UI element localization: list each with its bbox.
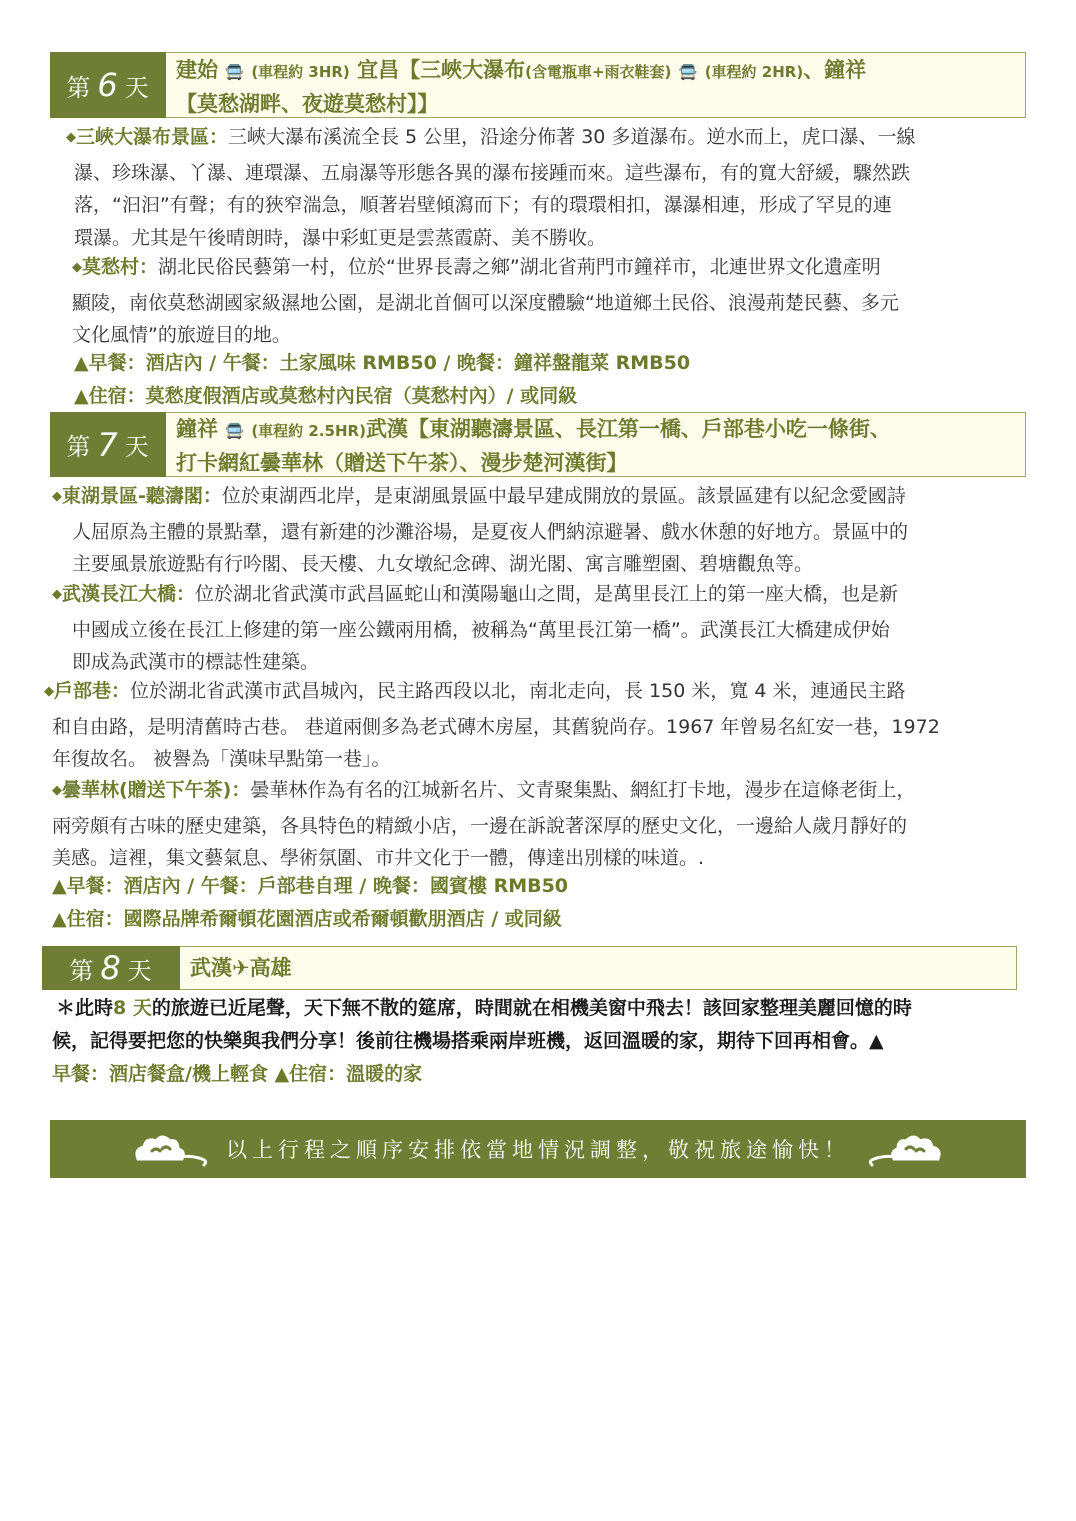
day6-paragraph-waterfall: ◆三峽大瀑布景區：三峽大瀑布溪流全長 5 公里，沿途分佈著 30 多道瀑布。逆水而上，虎口瀑、一線 瀑、珍珠瀑、丫瀑、連環瀑、五扇瀑等形態各異的瀑布接踵而來。這些瀑布，有的寬大舒緩，驟然跌 落，“汩汩”有聲；有的狹窄湍急，順著岩壁傾瀉而下；有的環環相扣，瀑瀑相連，形成了罕見的連 環瀑。尤其是午後晴朗時，瀑中彩虹更是雲蒸霞蔚、美不勝收。: [66, 126, 916, 249]
day7-paragraph-bridge: ◆武漢長江大橋：位於湖北省武漢市武昌區蛇山和漢陽龜山之間，是萬里長江上的第一座大橋，也是新 中國成立後在長江上修建的第一座公鐵兩用橋，被稱為“萬里長江第一橋”。武漢長江大橋建成伊始 即成為武漢市的標誌性建築。: [52, 583, 899, 674]
footer-banner: [50, 1120, 1026, 1178]
day7-title: 鐘祥 🚍 (車程約 2.5HR)武漢【東湖聽濤景區、長江第一橋、戶部巷小吃一條街、 打卡網紅曇華林（贈送下午茶）、漫步楚河漢街】: [166, 412, 1026, 477]
day6-meal: ▲早餐：酒店內 / 午餐：土家風味 RMB50 / 晚餐：鐘祥盤龍菜 RMB50: [74, 352, 691, 374]
bus-icon: 🚍: [678, 63, 698, 81]
day7-paragraph-donghu: ◆東湖景區-聽濤閣：位於東湖西北岸，是東湖風景區中最早建成開放的景區。該景區建有以紀念愛國詩 人屈原為主體的景點羣，還有新建的沙灘浴場，是夏夜人們納涼避暑、戲水休憩的好地方。景區中的 主要風景旅遊點有行吟閣、長天樓、九女墩紀念碑、湖光閣、寓言雕塑園、碧塘觀魚等。: [52, 485, 909, 576]
day8-title: 武漢✈高雄: [180, 946, 1017, 990]
airplane-icon: ✈: [232, 956, 250, 980]
bullet-icon: ◆: [66, 130, 76, 145]
day7-meal: ▲早餐：酒店內 / 午餐：戶部巷自理 / 晚餐：國賓樓 RMB50: [52, 875, 569, 897]
day7-label: 第 7 天: [50, 412, 166, 477]
bullet-icon: ◆: [52, 783, 62, 798]
day6-hotel: ▲住宿：莫愁度假酒店或莫愁村內民宿（莫愁村內）/ 或同級: [74, 385, 578, 407]
day7-hotel: ▲住宿：國際品牌希爾頓花園酒店或希爾頓歡朋酒店 / 或同級: [52, 908, 562, 930]
day8-label: 第 8 天: [42, 946, 180, 990]
day7-paragraph-tanhualin: ◆曇華林(贈送下午茶)：曇華林作為有名的江城新名片、文青聚集點、網紅打卡地，漫步在這條老街上， 兩旁頗有古味的歷史建築，各具特色的精緻小店，一邊在訴說著深厚的歷史文化，一邊給人歲月靜好的 美感。這裡，集文藝氣息、學術氛圍、市井文化于一體，傳達出別樣的味道。.: [52, 779, 916, 870]
day6-title: 建始 🚍 (車程約 3HR) 宜昌【三峽大瀑布(含電瓶車+雨衣鞋套) 🚍 (車程約 2HR)、鐘祥 【莫愁湖畔、夜遊莫愁村】】: [166, 52, 1026, 118]
day8-text: ＊此時8 天的旅遊已近尾聲，天下無不散的筵席，時間就在相機美窗中飛去！該回家整理美麗回憶的時 候，記得要把您的快樂與我們分享！後前往機場搭乘兩岸班機，返回溫暖的家，期待下回再相會。▲ 早餐：酒店餐盒/機上輕食 ▲住宿：溫暖的家: [52, 997, 912, 1085]
bullet-icon: ◆: [44, 684, 54, 699]
day8-header: [42, 946, 1017, 990]
bullet-icon: ◆: [52, 489, 62, 504]
day6-paragraph-mochou: ◆莫愁村：湖北民俗民藝第一村，位於“世界長壽之鄉”湖北省荊門市鐘祥市，北連世界文化遺產明 顯陵，南依莫愁湖國家級濕地公園，是湖北首個可以深度體驗“地道鄉土民俗、浪漫荊楚民藝、多元 文化風情”的旅遊目的地。: [72, 256, 899, 347]
banner-text: 以上行程之順序安排依當地情況調整，敬祝旅途愉快！: [226, 1138, 850, 1162]
day7-paragraph-hubu: ◆戶部巷：位於湖北省武漢市武昌城內，民主路西段以北，南北走向，長 150 米，寬 4 米，連通民主路 和自由路，是明清舊時古巷。 巷道兩側多為老式磚木房屋，其舊貌尚存。1967 年曾易名紅安一巷，1972 年復故名。 被譽為「漢味早點第一巷」。: [44, 680, 940, 771]
bullet-icon: ◆: [72, 260, 82, 275]
day7-header: [50, 412, 1026, 477]
bullet-icon: ◆: [52, 587, 62, 602]
day6-label: 第 6 天: [50, 52, 166, 118]
bus-icon: 🚍: [225, 63, 244, 81]
cloud-ornament-icon: [132, 1129, 212, 1169]
day6-header: [50, 52, 1026, 118]
bus-icon: 🚍: [225, 422, 244, 440]
cloud-ornament-icon: [864, 1129, 944, 1169]
